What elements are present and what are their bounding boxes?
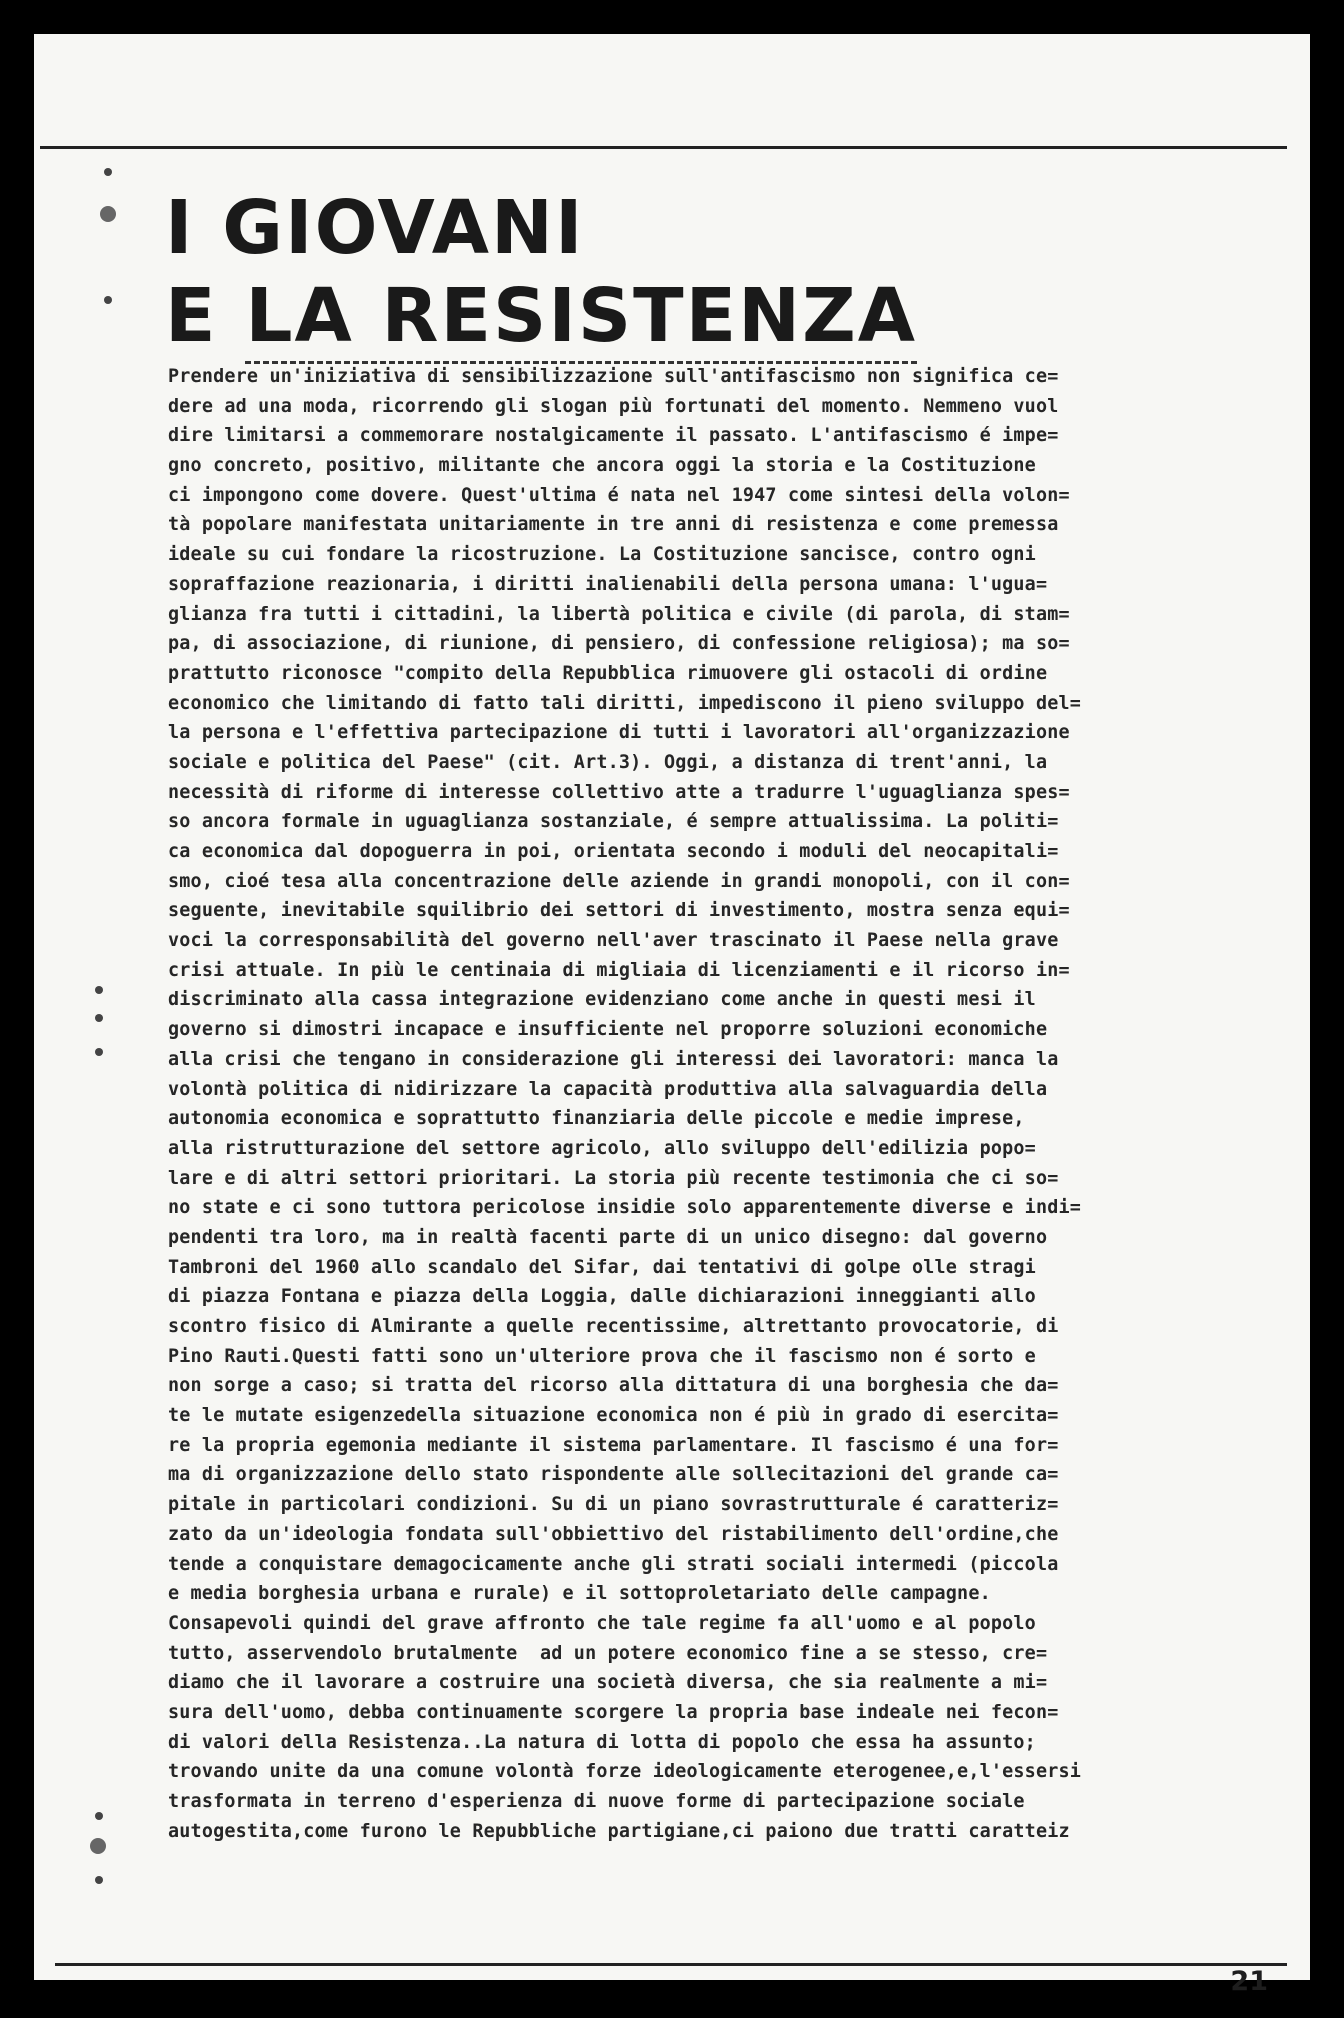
body-text-line: no state e ci sono tuttora pericolose insidie solo apparentemente diverse e indi= bbox=[168, 1197, 1082, 1219]
body-text-line: economico che limitando di fatto tali diritti, impediscono il pieno sviluppo del= bbox=[168, 692, 1082, 714]
body-text-line: crisi attuale. In più le centinaia di migliaia di licenziamenti e il ricorso in= bbox=[168, 959, 1070, 981]
body-text-line: Pino Rauti.Questi fatti sono un'ulteriore prova che il fascismo non é sorto e bbox=[168, 1345, 1036, 1367]
body-text-line: tende a conquistare demagocicamente anche gli strati sociali intermedi (piccola bbox=[168, 1553, 1059, 1575]
body-text-line: smo, cioé tesa alla concentrazione delle aziende in grandi monopoli, con il con= bbox=[168, 870, 1070, 892]
body-text-line: di piazza Fontana e piazza della Loggia, dalle dichiarazioni inneggianti allo bbox=[168, 1286, 1036, 1308]
headline-line-2 bbox=[165, 274, 917, 358]
body-text-line: voci la corresponsabilità del governo nell'aver trascinato il Paese nella grave bbox=[168, 930, 1059, 952]
body-text-line: dere ad una moda, ricorrendo gli slogan più fortunati del momento. Nemmeno vuol bbox=[168, 395, 1059, 417]
body-text-line: diamo che il lavorare a costruire una società diversa, che sia realmente a mi= bbox=[168, 1672, 1048, 1694]
body-text-line: autogestita,come furono le Repubbliche partigiane,ci paiono due tratti caratteiz bbox=[168, 1820, 1070, 1842]
body-text-line: scontro fisico di Almirante a quelle recentissime, altrettanto provocatorie, di bbox=[168, 1316, 1059, 1337]
body-text-line: zato da un'ideologia fondata sull'obbiettivo del ristabilimento dell'ordine,che bbox=[168, 1523, 1059, 1545]
body-text-line: tutto, asservendolo brutalmente ad un potere economico fine a se stesso, cre= bbox=[168, 1642, 1048, 1664]
punch-hole-mark bbox=[95, 986, 103, 994]
headline-line-2-underlined: LA RESISTENZA bbox=[245, 273, 917, 364]
body-text-line: sociale e politica del Paese" (cit. Art.3). Oggi, a distanza di trent'anni, la bbox=[168, 751, 1048, 773]
body-text-line: governo si dimostri incapace e insufficiente nel proporre soluzioni economiche bbox=[168, 1019, 1048, 1041]
punch-hole-mark bbox=[104, 296, 112, 304]
body-text-line: sopraffazione reazionaria, i diritti inalienabili della persona umana: l'ugua= bbox=[168, 573, 1048, 595]
body-text-line: pitale in particolari condizioni. Su di un piano sovrastrutturale é caratteriz= bbox=[168, 1494, 1059, 1516]
body-text-line: re la propria egemonia mediante il sistema parlamentare. Il fascismo é una for= bbox=[168, 1434, 1059, 1456]
punch-hole-mark bbox=[95, 1014, 103, 1022]
body-text-line: alla ristrutturazione del settore agricolo, allo sviluppo dell'edilizia popo= bbox=[168, 1137, 1036, 1159]
body-text-line: volontà politica di nidirizzare la capacità produttiva alla salvaguardia della bbox=[168, 1078, 1048, 1100]
body-text-line: lare e di altri settori prioritari. La storia più recente testimonia che ci so= bbox=[168, 1167, 1059, 1189]
top-rule bbox=[40, 146, 1287, 149]
body-text-line: glianza fra tutti i cittadini, la libertà politica e civile (di parola, di stam= bbox=[168, 603, 1070, 625]
body-text-line: sura dell'uomo, debba continuamente scorgere la propria base indeale nei fecon= bbox=[168, 1701, 1059, 1723]
body-text-line: seguente, inevitabile squilibrio dei settori di investimento, mostra senza equi= bbox=[168, 900, 1070, 922]
headline-line-1: I GIOVANI bbox=[165, 185, 585, 271]
punch-hole-mark bbox=[100, 206, 116, 222]
punch-hole-mark bbox=[104, 168, 112, 176]
headline-line-2-prefix: E bbox=[165, 273, 246, 359]
body-text-line: di valori della Resistenza..La natura di lotta di popolo che essa ha assunto; bbox=[168, 1731, 1036, 1753]
body-text-line: alla crisi che tengano in considerazione gli interessi dei lavoratori: manca la bbox=[168, 1048, 1059, 1070]
body-text-line: trasformata in terreno d'esperienza di nuove forme di partecipazione sociale bbox=[168, 1791, 1025, 1812]
body-text-line: ca economica dal dopoguerra in poi, orientata secondo i moduli del neocapitali= bbox=[168, 841, 1059, 862]
body-text-line: trovando unite da una comune volontà forze ideologicamente eterogenee,e,l'essersi bbox=[168, 1761, 1082, 1783]
article-body bbox=[168, 362, 1248, 1846]
punch-hole-mark bbox=[95, 1812, 103, 1820]
punch-hole-mark bbox=[90, 1838, 106, 1854]
body-text-line: ideale su cui fondare la ricostruzione. La Costituzione sancisce, contro ogni bbox=[168, 544, 1036, 566]
body-text-line: Prendere un'iniziativa di sensibilizzazione sull'antifascismo non significa ce= bbox=[168, 366, 1059, 387]
body-text-line: gno concreto, positivo, militante che ancora oggi la storia e la Costituzione bbox=[168, 455, 1036, 477]
body-text-line: pendenti tra loro, ma in realtà facenti parte di un unico disegno: dal governo bbox=[168, 1226, 1048, 1248]
punch-hole-mark bbox=[95, 1048, 103, 1056]
body-text-line: necessità di riforme di interesse collettivo atte a tradurre l'uguaglianza spes= bbox=[168, 781, 1070, 803]
body-text-line: Consapevoli quindi del grave affronto che tale regime fa all'uomo e al popolo bbox=[168, 1612, 1036, 1634]
body-text-line: so ancora formale in uguaglianza sostanziale, é sempre attualissima. La politi= bbox=[168, 811, 1059, 833]
body-text-line: e media borghesia urbana e rurale) e il sottoproletariato delle campagne. bbox=[168, 1583, 991, 1605]
body-text-line: autonomia economica e soprattutto finanziaria delle piccole e medie imprese, bbox=[168, 1108, 1025, 1130]
body-text-line: discriminato alla cassa integrazione evidenziano come anche in questi mesi il bbox=[168, 989, 1036, 1011]
body-text-line: non sorge a caso; si tratta del ricorso alla dittatura di una borghesia che da= bbox=[168, 1375, 1059, 1397]
body-text-line: te le mutate esigenzedella situazione economica non é più in grado di esercita= bbox=[168, 1405, 1059, 1427]
body-text-line: prattutto riconosce "compito della Repubblica rimuovere gli ostacoli di ordine bbox=[168, 662, 1048, 684]
article-headline bbox=[165, 186, 917, 358]
body-text-line: dire limitarsi a commemorare nostalgicamente il passato. L'antifascismo é impe= bbox=[168, 425, 1059, 447]
body-text-line: la persona e l'effettiva partecipazione di tutti i lavoratori all'organizzazione bbox=[168, 722, 1070, 744]
body-text-line: ci impongono come dovere. Quest'ultima é nata nel 1947 come sintesi della volon= bbox=[168, 484, 1070, 506]
body-text-line: pa, di associazione, di riunione, di pensiero, di confessione religiosa); ma so= bbox=[168, 633, 1070, 655]
body-text-line: Tambroni del 1960 allo scandalo del Sifar, dai tentativi di golpe olle stragi bbox=[168, 1256, 1036, 1278]
punch-hole-mark bbox=[95, 1876, 103, 1884]
body-text-line: tà popolare manifestata unitariamente in tre anni di resistenza e come premessa bbox=[168, 514, 1059, 536]
bottom-rule bbox=[55, 1963, 1287, 1966]
page-number: 21 bbox=[1230, 1966, 1268, 1997]
body-text-line: ma di organizzazione dello stato rispondente alle sollecitazioni del grande ca= bbox=[168, 1464, 1059, 1486]
